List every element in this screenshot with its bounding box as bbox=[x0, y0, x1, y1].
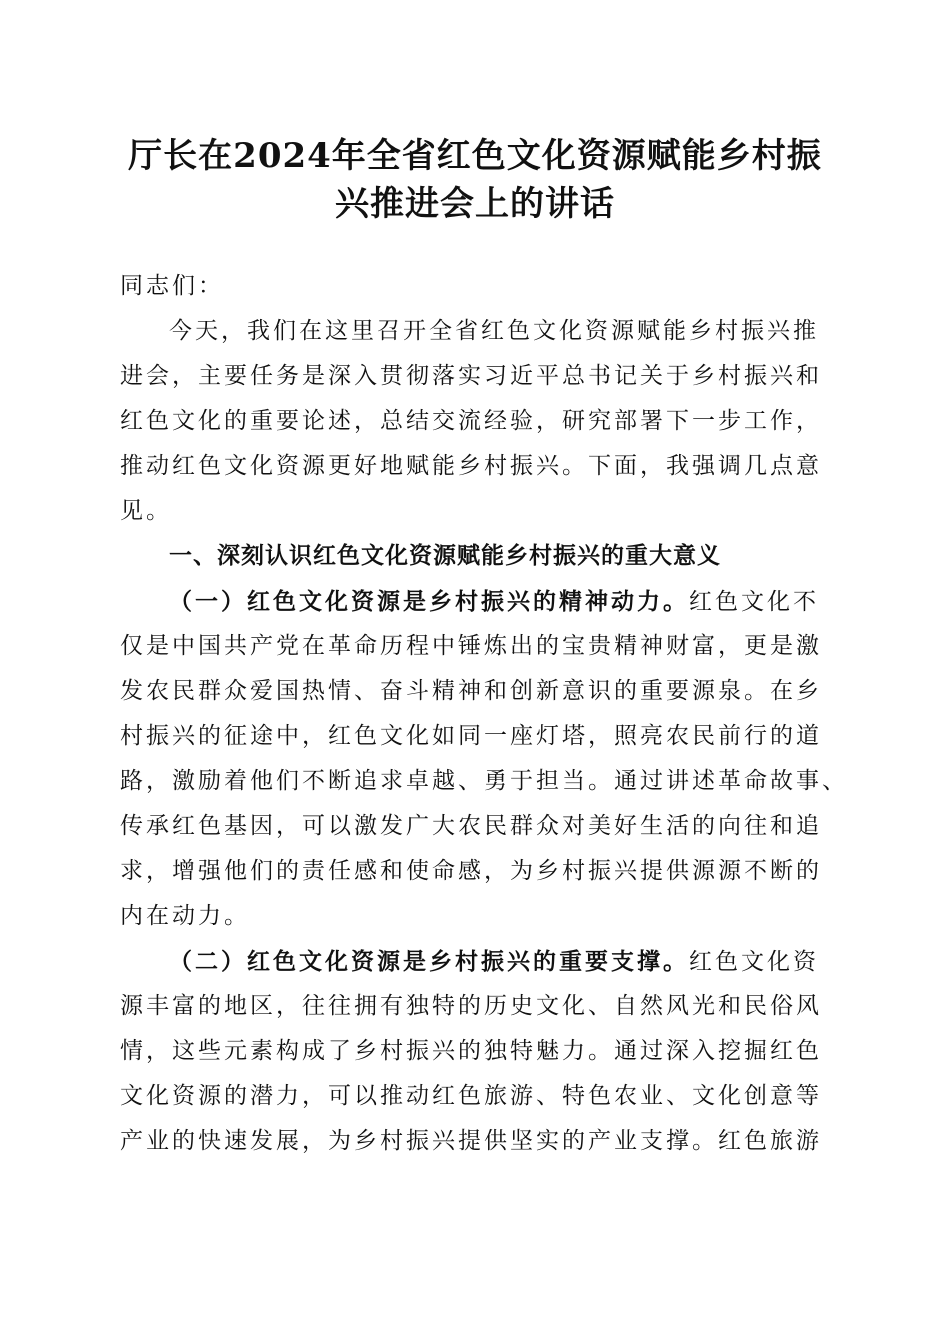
intro-line-5: 见。 bbox=[120, 498, 172, 524]
section-heading-1: 一、深刻认识红色文化资源赋能乡村振兴的重大意义 bbox=[169, 543, 721, 569]
sub1-line-4: 村振兴的征途中，红色文化如同一座灯塔，照亮农民前行的道 bbox=[120, 723, 822, 749]
sub2-line-2: 源丰富的地区，往往拥有独特的历史文化、自然风光和民俗风 bbox=[120, 993, 822, 1019]
sub1-line-7: 求，增强他们的责任感和使命感，为乡村振兴提供源源不断的 bbox=[120, 858, 822, 884]
sub1-line-2: 仅是中国共产党在革命历程中锤炼出的宝贵精神财富，更是激 bbox=[120, 633, 822, 659]
sub1-first-line bbox=[120, 579, 840, 624]
sub1-title: （一）红色文化资源是乡村振兴的精神动力。 bbox=[169, 588, 689, 615]
sub2-title: （二）红色文化资源是乡村振兴的重要支撑。 bbox=[169, 948, 689, 975]
sub1-first-line-rest: 红色文化不 bbox=[689, 589, 819, 615]
sub2-line-5: 产业的快速发展，为乡村振兴提供坚实的产业支撑。红色旅游 bbox=[120, 1128, 822, 1154]
intro-line-4: 推动红色文化资源更好地赋能乡村振兴。下面，我强调几点意 bbox=[120, 453, 822, 479]
title-line-2: 兴推进会上的讲话 bbox=[335, 184, 615, 224]
sub2-first-line bbox=[120, 939, 840, 984]
sub1-line-3: 发农民群众爱国热情、奋斗精神和创新意识的重要源泉。在乡 bbox=[120, 678, 822, 704]
intro-line-3: 红色文化的重要论述，总结交流经验，研究部署下一步工作， bbox=[120, 408, 822, 434]
salutation: 同志们： bbox=[120, 273, 224, 299]
title-line-1: 厅长在2024年全省红色文化资源赋能乡村振 bbox=[128, 136, 822, 176]
document-title bbox=[100, 132, 850, 228]
sub2-line-4: 文化资源的潜力，可以推动红色旅游、特色农业、文化创意等 bbox=[120, 1083, 822, 1109]
intro-line-2: 进会，主要任务是深入贯彻落实习近平总书记关于乡村振兴和 bbox=[120, 363, 822, 389]
sub1-line-8: 内在动力。 bbox=[120, 903, 250, 929]
sub2-line-3: 情，这些元素构成了乡村振兴的独特魅力。通过深入挖掘红色 bbox=[120, 1038, 822, 1064]
sub1-line-5: 路，激励着他们不断追求卓越、勇于担当。通过讲述革命故事、 bbox=[120, 768, 848, 794]
intro-line-1: 今天，我们在这里召开全省红色文化资源赋能乡村振兴推 bbox=[169, 318, 819, 344]
document-body bbox=[120, 264, 848, 1164]
sub1-line-6: 传承红色基因，可以激发广大农民群众对美好生活的向往和追 bbox=[120, 813, 822, 839]
sub2-first-line-rest: 红色文化资 bbox=[689, 949, 819, 975]
